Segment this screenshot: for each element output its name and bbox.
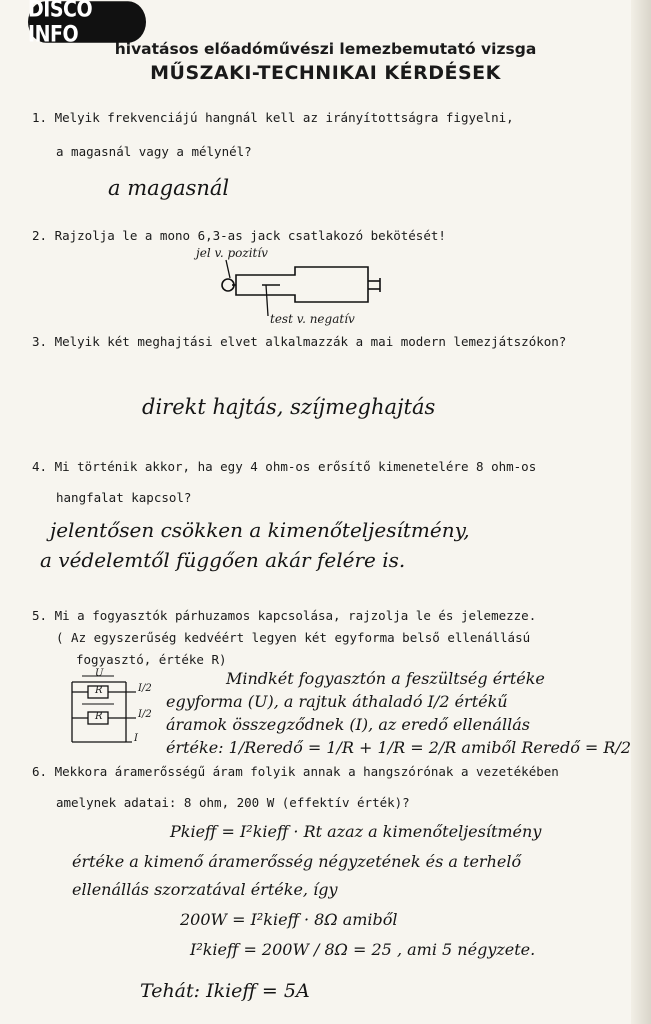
- circuit-label-i-half-2: I/2: [138, 709, 152, 720]
- answer-6-line-1: Pkieff = I²kieff · Rt azaz a kimenőteljesítmény: [170, 822, 542, 841]
- question-3-line-1: 3. Melyik két meghajtási elvet alkalmazzák a mai modern lemezjátszókon?: [32, 334, 567, 349]
- disco-info-logo: DISCO INFO: [28, 1, 146, 42]
- answer-6-line-3: ellenállás szorzatával értéke, így: [72, 880, 338, 899]
- answer-6-line-2: értéke a kimenő áramerősség négyzetének és a terhelő: [72, 852, 522, 871]
- answer-6-line-6: Tehát: Ikieff = 5A: [140, 980, 310, 1002]
- circuit-label-i: I: [134, 733, 138, 744]
- question-6-line-1: 6. Mekkora áramerősségű áram folyik annak a hangszórónak a vezetékében: [32, 764, 559, 779]
- question-5-line-3: fogyasztó, értéke R): [76, 652, 227, 667]
- exam-title: MŰSZAKI-TECHNIKAI KÉRDÉSEK: [150, 62, 501, 84]
- jack-label-signal: jel v. pozitív: [196, 246, 268, 260]
- answer-6-line-4: 200W = I²kieff · 8Ω amiből: [180, 910, 398, 929]
- answer-4-line-1: jelentősen csökken a kimenőteljesítmény,: [50, 518, 470, 542]
- question-6-line-2: amelynek adatai: 8 ohm, 200 W (effektív érték)?: [56, 795, 410, 810]
- answer-5-line-2: egyforma (U), a rajtuk áthaladó I/2 értékű: [166, 692, 508, 711]
- question-1-line-1: 1. Melyik frekvenciájú hangnál kell az irányítottságra figyelni,: [32, 110, 514, 125]
- circuit-label-r1: R: [95, 685, 103, 696]
- question-5-line-1: 5. Mi a fogyasztók párhuzamos kapcsolása, rajzolja le és jelemezze.: [32, 608, 537, 623]
- answer-5-line-1: Mindkét fogyasztón a feszültség értéke: [226, 669, 545, 688]
- answer-6-line-5: I²kieff = 200W / 8Ω = 25 , ami 5 négyzete.: [190, 940, 536, 959]
- circuit-label-i-half-1: I/2: [138, 683, 152, 694]
- circuit-label-u: U: [95, 668, 104, 679]
- answer-5-line-4: értéke: 1/Reredő = 1/R + 1/R = 2/R amiből Reredő = R/2: [166, 738, 632, 757]
- exam-subtitle: hivatásos előadóművészi lemezbemutató vizsga: [114, 40, 537, 58]
- answer-5-line-3: áramok összegződnek (I), az eredő ellenállás: [166, 715, 530, 734]
- answer-3: direkt hajtás, szíjmeghajtás: [142, 395, 436, 419]
- jack-label-ground: test v. negatív: [270, 312, 355, 326]
- question-4-line-2: hangfalat kapcsol?: [56, 490, 192, 505]
- question-1-line-2: a magasnál vagy a mélynél?: [56, 144, 252, 159]
- answer-1: a magasnál: [108, 176, 230, 200]
- question-4-line-1: 4. Mi történik akkor, ha egy 4 ohm-os erősítő kimenetelére 8 ohm-os: [32, 459, 537, 474]
- page-edge: [631, 0, 651, 1024]
- question-2-line-1: 2. Rajzolja le a mono 6,3-as jack csatlakozó bekötését!: [32, 228, 446, 243]
- answer-4-line-2: a védelemtől függően akár felére is.: [40, 548, 406, 572]
- circuit-label-r2: R: [95, 711, 103, 722]
- question-5-line-2: ( Az egyszerűség kedvéért legyen két egyforma belső ellenállású: [56, 630, 531, 645]
